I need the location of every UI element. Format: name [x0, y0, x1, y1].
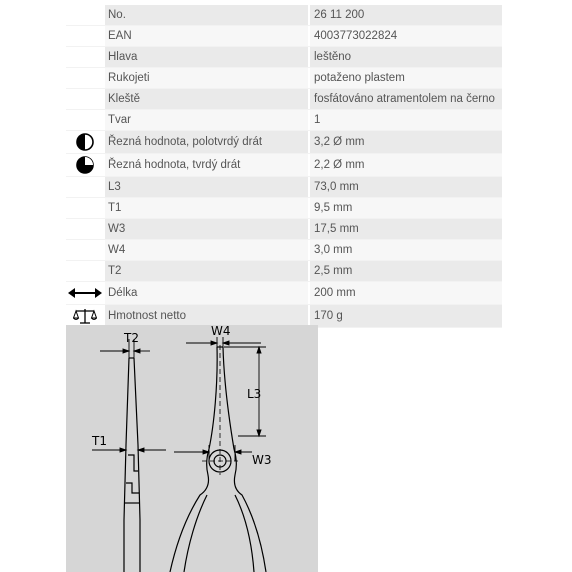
spec-value: 2,2 Ø mm [314, 159, 365, 171]
spec-value: 3,0 mm [314, 244, 353, 256]
spec-value: 3,2 Ø mm [314, 136, 365, 148]
spec-row [66, 198, 502, 219]
pliers-drawing-svg [66, 325, 318, 572]
spec-value: 17,5 mm [314, 223, 359, 235]
spec-label: No. [105, 5, 310, 25]
dim-label-w3: W3 [252, 453, 272, 467]
spec-label: Rukojeti [105, 68, 310, 88]
spec-row [66, 47, 502, 68]
spec-value: leštěno [314, 51, 352, 63]
dim-label-l3: L3 [247, 387, 262, 401]
spec-value: 9,5 mm [314, 202, 353, 214]
spec-icon-cell [66, 110, 105, 130]
spec-icon-cell [66, 47, 105, 67]
spec-label: Hlava [105, 47, 310, 67]
spec-value: 4003773022824 [314, 30, 398, 42]
spec-row [66, 131, 502, 154]
spec-value: 1 [314, 114, 321, 126]
spec-value: 200 mm [314, 287, 356, 299]
spec-label: T2 [105, 261, 310, 281]
spec-label: Kleště [105, 89, 310, 109]
spec-label: W4 [105, 240, 310, 260]
spec-label: W3 [105, 219, 310, 239]
spec-row [66, 5, 502, 26]
spec-label: L3 [105, 177, 310, 197]
spec-row [66, 89, 502, 110]
half-circle-icon [66, 131, 105, 153]
spec-row [66, 240, 502, 261]
spec-value: potaženo plastem [314, 72, 405, 84]
spec-table [66, 5, 502, 328]
spec-row [66, 177, 502, 198]
spec-row [66, 261, 502, 282]
spec-icon-cell [66, 5, 105, 25]
spec-icon-cell [66, 219, 105, 239]
spec-icon-cell [66, 68, 105, 88]
spec-row [66, 219, 502, 240]
spec-label: EAN [105, 26, 310, 46]
spec-icon-cell [66, 198, 105, 218]
scale-icon [66, 305, 105, 327]
spec-label: Hmotnost netto [105, 305, 310, 327]
spec-label: Délka [105, 282, 310, 304]
spec-value: 26 11 200 [314, 9, 365, 21]
spec-label: Řezná hodnota, tvrdý drát [105, 154, 310, 176]
spec-row [66, 68, 502, 89]
spec-value: 73,0 mm [314, 181, 359, 193]
pliers-dimension-drawing [66, 325, 318, 572]
spec-value: 2,5 mm [314, 265, 353, 277]
spec-icon-cell [66, 261, 105, 281]
spec-icon-cell [66, 177, 105, 197]
spec-label: Řezná hodnota, polotvrdý drát [105, 131, 310, 153]
spec-value: fosfátováno atramentolem na černo [314, 93, 495, 105]
three-quarter-circle-icon [66, 154, 105, 176]
spec-row [66, 154, 502, 177]
spec-label: T1 [105, 198, 310, 218]
spec-label: Tvar [105, 110, 310, 130]
dim-label-w4: W4 [211, 325, 231, 338]
dim-label-t1: T1 [92, 434, 107, 448]
spec-icon-cell [66, 26, 105, 46]
spec-row [66, 26, 502, 47]
pliers-side-view [124, 358, 140, 572]
spec-icon-cell [66, 240, 105, 260]
double-arrow-icon [66, 282, 105, 304]
dimension-lines [92, 337, 266, 461]
spec-value: 170 g [314, 310, 343, 322]
dim-label-t2: T2 [124, 331, 139, 345]
spec-icon-cell [66, 89, 105, 109]
spec-row [66, 110, 502, 131]
spec-row [66, 282, 502, 305]
